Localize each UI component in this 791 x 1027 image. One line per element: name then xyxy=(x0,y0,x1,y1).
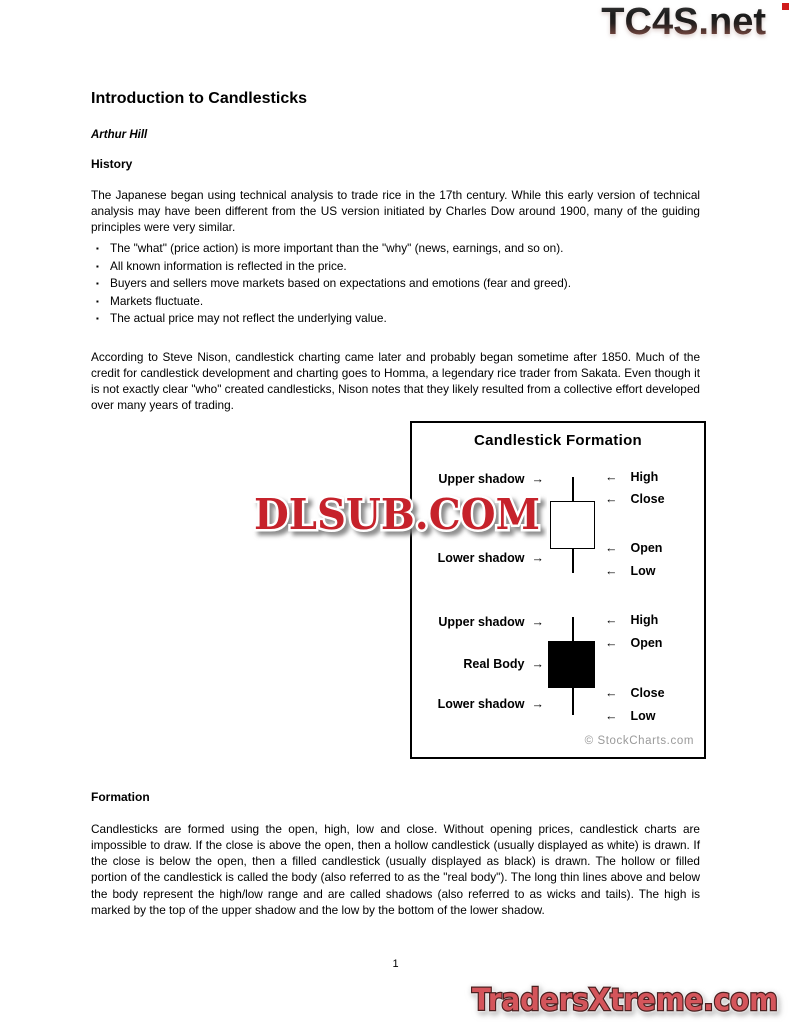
dlsub-watermark-text: DLSUB.COM xyxy=(254,490,540,539)
arrow-right-icon: → xyxy=(531,615,544,629)
arrow-right-icon: → xyxy=(531,551,544,565)
arrow-left-icon: ← xyxy=(605,636,618,650)
label-upper-shadow-filled xyxy=(428,615,544,629)
page-title: Introduction to Candlesticks xyxy=(91,90,308,107)
label-text: Upper shadow xyxy=(438,615,525,629)
nison-paragraph: According to Steve Nison, candlestick charting came later and probably began sometime after 1850. Much of the credit for candlestick development and charting goes to Homma, a legendary rice trader from Sakata. Even though it is not exactly clear "who" created candlesticks, Nison notes that they likely resulted from a collective effort developed over many years of trading. xyxy=(91,349,700,413)
bullet-icon: ▪ xyxy=(96,314,99,323)
price-label-text: High xyxy=(630,470,659,484)
list-item-text: The "what" (price action) is more important than the "why" (news, earnings, and so on). xyxy=(110,241,564,255)
price-label-low-filled xyxy=(605,709,656,723)
label-real-body xyxy=(428,657,544,671)
history-paragraph: The Japanese began using technical analysis to trade rice in the 17th century. While this early version of technical analysis may have been different from the US version initiated by Charles Dow around 1900, many of the guiding principles were very similar. xyxy=(91,187,700,235)
tradersxtreme-banner-text: TradersXtreme.com xyxy=(472,983,778,1018)
author-byline: Arthur Hill xyxy=(91,129,148,141)
list-item xyxy=(91,258,700,276)
list-item xyxy=(91,293,700,311)
formation-heading: Formation xyxy=(91,790,150,804)
bullet-icon: ▪ xyxy=(96,244,99,253)
label-lower-shadow-filled xyxy=(428,697,544,711)
arrow-left-icon: ← xyxy=(605,541,618,555)
price-label-open-filled xyxy=(605,636,662,650)
tc4s-logo: TC4S.net xyxy=(601,1,766,43)
price-label-text: Low xyxy=(630,709,656,723)
list-item-text: Buyers and sellers move markets based on expectations and emotions (fear and greed). xyxy=(110,276,571,290)
bullet-icon: ▪ xyxy=(96,296,99,306)
price-label-text: Close xyxy=(630,492,665,506)
list-item xyxy=(91,275,700,293)
formation-paragraph: Candlesticks are formed using the open, high, low and close. Without opening prices, candlestick charts are impossible to draw. If the close is above the open, then a hollow candlestick (usually displayed as white) is drawn. If the close is below the open, then a filled candlestick (usually displayed as black) is drawn. The hollow or filled portion of the candlestick is called the body (also referred to as the "real body"). The long thin lines above and below the body represent the high/low range and are called shadows (also referred to as wicks and tails). The high is marked by the top of the upper shadow and the low by the bottom of the lower shadow. xyxy=(91,821,700,917)
arrow-left-icon: ← xyxy=(605,709,618,723)
filled-candle-body xyxy=(548,641,595,688)
arrow-left-icon: ← xyxy=(605,686,618,700)
list-item xyxy=(91,240,700,258)
dlsub-watermark-graphic xyxy=(247,482,547,544)
dlsub-watermark xyxy=(247,482,547,549)
arrow-right-icon: → xyxy=(531,472,544,486)
label-text: Lower shadow xyxy=(437,551,525,565)
list-item-text: The actual price may not reflect the underlying value. xyxy=(110,311,387,325)
arrow-left-icon: ← xyxy=(605,613,618,627)
price-label-low-hollow xyxy=(605,564,656,578)
label-text: Real Body xyxy=(463,657,525,671)
stockcharts-credit: © StockCharts.com xyxy=(584,735,694,747)
price-label-open-hollow xyxy=(605,541,662,555)
hollow-candle-body xyxy=(550,501,595,549)
price-label-high-hollow xyxy=(605,470,658,484)
arrow-left-icon: ← xyxy=(605,470,618,484)
principles-list xyxy=(91,240,700,328)
arrow-left-icon: ← xyxy=(605,492,618,506)
bullet-icon: ▪ xyxy=(96,261,99,271)
tradersxtreme-banner-graphic xyxy=(460,980,790,1022)
price-label-text: Close xyxy=(630,686,665,700)
list-item-text: All known information is reflected in the price. xyxy=(110,258,347,273)
bullet-icon: ▪ xyxy=(96,279,99,288)
arrow-right-icon: → xyxy=(531,697,544,711)
label-text: Lower shadow xyxy=(437,697,525,711)
label-lower-shadow-hollow xyxy=(428,551,544,565)
price-label-high-filled xyxy=(605,613,658,627)
list-item xyxy=(91,310,700,328)
price-label-close-hollow xyxy=(605,492,665,506)
history-heading: History xyxy=(91,157,133,171)
diagram-title: Candlestick Formation xyxy=(474,432,642,449)
list-item-text: Markets fluctuate. xyxy=(110,293,204,308)
page-number: 1 xyxy=(392,958,399,970)
label-text: Upper shadow xyxy=(438,472,525,486)
candlestick-formation-diagram xyxy=(410,421,706,759)
corner-red-mark-icon xyxy=(782,3,789,10)
price-label-text: High xyxy=(630,613,659,627)
arrow-left-icon: ← xyxy=(605,564,618,578)
price-label-text: Low xyxy=(630,564,656,578)
price-label-text: Open xyxy=(630,541,663,555)
price-label-text: Open xyxy=(630,636,663,650)
price-label-close-filled xyxy=(605,686,665,700)
arrow-right-icon: → xyxy=(531,657,544,671)
tradersxtreme-banner xyxy=(460,980,790,1027)
